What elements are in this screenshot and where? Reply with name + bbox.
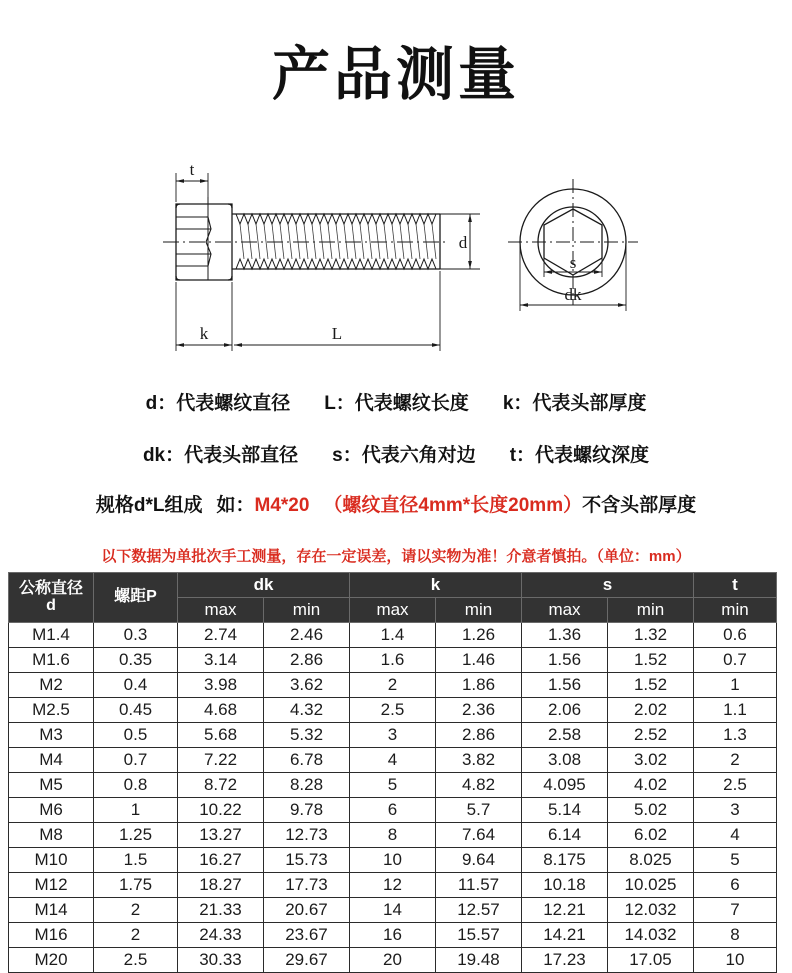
cell-pitch: 0.45 (94, 698, 178, 723)
cell-s-max: 12.21 (522, 898, 608, 923)
cell-dk-min: 12.73 (264, 823, 350, 848)
cell-s-max: 14.21 (522, 923, 608, 948)
header-group-dk: dk (178, 573, 350, 598)
table-row (9, 898, 777, 923)
cell-dk-max: 4.68 (178, 698, 264, 723)
dim-label-t: t (189, 160, 195, 179)
cell-t-min: 7 (694, 898, 777, 923)
cell-dk-min: 29.67 (264, 948, 350, 973)
cell-pitch: 1.5 (94, 848, 178, 873)
spec-format-line (0, 490, 792, 517)
cell-k-max: 14 (350, 898, 436, 923)
table-row (9, 873, 777, 898)
cell-t-min: 8 (694, 923, 777, 948)
cell-pitch: 0.5 (94, 723, 178, 748)
cell-pitch: 0.8 (94, 773, 178, 798)
cell-dk-max: 13.27 (178, 823, 264, 848)
cell-s-min: 4.02 (608, 773, 694, 798)
cell-k-max: 2.5 (350, 698, 436, 723)
cell-dk-max: 18.27 (178, 873, 264, 898)
cell-s-min: 1.52 (608, 648, 694, 673)
cell-s-max: 6.14 (522, 823, 608, 848)
cell-s-min: 8.025 (608, 848, 694, 873)
cell-t-min: 5 (694, 848, 777, 873)
cell-k-min: 1.26 (436, 623, 522, 648)
cell-t-min: 1.1 (694, 698, 777, 723)
header-nominal-diameter-label: 公称直径 (18, 579, 83, 597)
dim-k-L (176, 271, 440, 351)
cell-pitch: 0.3 (94, 623, 178, 648)
table-row (9, 773, 777, 798)
cell-s-max: 3.08 (522, 748, 608, 773)
table-row (9, 723, 777, 748)
cell-s-max: 4.095 (522, 773, 608, 798)
cell-dk-max: 16.27 (178, 848, 264, 873)
cell-k-max: 1.6 (350, 648, 436, 673)
cell-t-min: 3 (694, 798, 777, 823)
table-body (9, 623, 777, 973)
cell-nominal-diameter: M16 (9, 923, 94, 948)
header-k-max: max (350, 598, 436, 623)
spec-example-code: M4*20 (254, 495, 310, 516)
dim-label-k: k (199, 324, 209, 343)
dim-label-d: d (458, 233, 468, 252)
header-s-max: max (522, 598, 608, 623)
cell-pitch: 2 (94, 898, 178, 923)
cell-k-max: 8 (350, 823, 436, 848)
legend-item-d: d：代表螺纹直径 (145, 393, 291, 414)
cell-dk-min: 2.86 (264, 648, 350, 673)
cell-dk-min: 6.78 (264, 748, 350, 773)
cell-t-min: 0.6 (694, 623, 777, 648)
cell-k-max: 20 (350, 948, 436, 973)
cell-nominal-diameter: M4 (9, 748, 94, 773)
cell-t-min: 2.5 (694, 773, 777, 798)
cell-dk-max: 7.22 (178, 748, 264, 773)
cell-t-min: 1.3 (694, 723, 777, 748)
cell-s-min: 14.032 (608, 923, 694, 948)
header-dk-min: min (264, 598, 350, 623)
cell-s-max: 2.58 (522, 723, 608, 748)
table-row (9, 948, 777, 973)
cell-nominal-diameter: M5 (9, 773, 94, 798)
cell-dk-max: 3.98 (178, 673, 264, 698)
cell-dk-min: 8.28 (264, 773, 350, 798)
table-row (9, 923, 777, 948)
cell-t-min: 2 (694, 748, 777, 773)
spec-suffix: 不含头部厚度 (582, 495, 697, 516)
cell-k-min: 15.57 (436, 923, 522, 948)
cell-k-min: 12.57 (436, 898, 522, 923)
cell-dk-max: 3.14 (178, 648, 264, 673)
product-measurement-diagram (0, 155, 792, 370)
cell-t-min: 1 (694, 673, 777, 698)
table-row (9, 798, 777, 823)
cell-pitch: 0.35 (94, 648, 178, 673)
cell-pitch: 2 (94, 923, 178, 948)
cell-t-min: 0.7 (694, 648, 777, 673)
cell-nominal-diameter: M20 (9, 948, 94, 973)
cell-k-min: 5.7 (436, 798, 522, 823)
header-k-min: min (436, 598, 522, 623)
cell-s-min: 2.52 (608, 723, 694, 748)
cell-dk-max: 10.22 (178, 798, 264, 823)
cell-k-min: 1.46 (436, 648, 522, 673)
cell-k-min: 1.86 (436, 673, 522, 698)
cell-dk-max: 2.74 (178, 623, 264, 648)
header-group-k: k (350, 573, 522, 598)
cell-nominal-diameter: M8 (9, 823, 94, 848)
legend-item-k: k：代表头部厚度 (502, 393, 647, 414)
cell-dk-max: 8.72 (178, 773, 264, 798)
cell-k-min: 7.64 (436, 823, 522, 848)
cell-pitch: 1.75 (94, 873, 178, 898)
table-header-row-groups (9, 573, 777, 598)
cell-dk-min: 3.62 (264, 673, 350, 698)
cell-k-max: 16 (350, 923, 436, 948)
cell-s-min: 17.05 (608, 948, 694, 973)
cell-nominal-diameter: M2.5 (9, 698, 94, 723)
cell-s-min: 2.02 (608, 698, 694, 723)
cell-s-max: 10.18 (522, 873, 608, 898)
cell-dk-max: 5.68 (178, 723, 264, 748)
cell-dk-max: 24.33 (178, 923, 264, 948)
cell-pitch: 0.7 (94, 748, 178, 773)
cell-s-max: 8.175 (522, 848, 608, 873)
page-title: 产品测量 (271, 42, 520, 107)
table-row (9, 673, 777, 698)
diagram-svg (0, 155, 792, 370)
cell-s-max: 17.23 (522, 948, 608, 973)
cell-k-min: 3.82 (436, 748, 522, 773)
legend-row-secondary (0, 440, 792, 467)
cell-t-min: 6 (694, 873, 777, 898)
cell-k-max: 2 (350, 673, 436, 698)
cell-pitch: 2.5 (94, 948, 178, 973)
table-row (9, 648, 777, 673)
header-t-min: min (694, 598, 777, 623)
spec-prefix: 规格d*L组成 (95, 495, 203, 516)
header-nominal-diameter (9, 573, 94, 623)
table-row (9, 748, 777, 773)
cell-k-max: 6 (350, 798, 436, 823)
cell-s-min: 10.025 (608, 873, 694, 898)
cell-s-max: 1.36 (522, 623, 608, 648)
cell-k-min: 9.64 (436, 848, 522, 873)
dim-label-dk: dk (564, 285, 582, 304)
cell-s-min: 12.032 (608, 898, 694, 923)
cell-s-max: 1.56 (522, 673, 608, 698)
cell-nominal-diameter: M2 (9, 673, 94, 698)
cell-k-max: 10 (350, 848, 436, 873)
header-group-t: t (694, 573, 777, 598)
table-row (9, 823, 777, 848)
header-pitch: 螺距P (94, 573, 178, 623)
dim-label-L: L (331, 324, 343, 343)
cell-k-max: 4 (350, 748, 436, 773)
cell-k-min: 4.82 (436, 773, 522, 798)
cell-dk-max: 30.33 (178, 948, 264, 973)
cell-nominal-diameter: M6 (9, 798, 94, 823)
legend-item-dk: dk：代表头部直径 (142, 445, 299, 466)
cell-s-max: 1.56 (522, 648, 608, 673)
cell-nominal-diameter: M3 (9, 723, 94, 748)
legend-item-s: s：代表六角对边 (332, 445, 476, 466)
cell-nominal-diameter: M14 (9, 898, 94, 923)
cell-dk-min: 20.67 (264, 898, 350, 923)
cell-dk-max: 21.33 (178, 898, 264, 923)
header-group-s: s (522, 573, 694, 598)
cell-t-min: 4 (694, 823, 777, 848)
measurement-notice: 以下数据为单批次手工测量，存在一定误差，请以实物为准！介意者慎拍。（单位：mm） (101, 548, 691, 565)
table-header (9, 573, 777, 623)
cell-k-max: 3 (350, 723, 436, 748)
cell-s-max: 5.14 (522, 798, 608, 823)
header-nominal-diameter-symbol: d (46, 596, 56, 614)
cell-nominal-diameter: M1.6 (9, 648, 94, 673)
cell-k-min: 11.57 (436, 873, 522, 898)
cell-k-min: 19.48 (436, 948, 522, 973)
cell-k-max: 1.4 (350, 623, 436, 648)
cell-s-min: 5.02 (608, 798, 694, 823)
cell-dk-min: 2.46 (264, 623, 350, 648)
cell-dk-min: 9.78 (264, 798, 350, 823)
cell-s-min: 3.02 (608, 748, 694, 773)
cell-s-min: 1.32 (608, 623, 694, 648)
cell-s-min: 6.02 (608, 823, 694, 848)
cell-k-min: 2.86 (436, 723, 522, 748)
cell-pitch: 1 (94, 798, 178, 823)
cell-k-max: 5 (350, 773, 436, 798)
legend-row-primary (0, 388, 792, 415)
cell-pitch: 1.25 (94, 823, 178, 848)
cell-k-max: 12 (350, 873, 436, 898)
legend-item-L: L：代表螺纹长度 (324, 393, 469, 414)
spec-example-detail: （螺纹直径4mm*长度20mm） (323, 495, 583, 516)
dim-label-s: s (569, 253, 577, 272)
cell-k-min: 2.36 (436, 698, 522, 723)
table-row (9, 848, 777, 873)
cell-dk-min: 17.73 (264, 873, 350, 898)
header-s-min: min (608, 598, 694, 623)
cell-pitch: 0.4 (94, 673, 178, 698)
cell-s-min: 1.52 (608, 673, 694, 698)
screw-dimension-table (8, 572, 777, 973)
cell-dk-min: 15.73 (264, 848, 350, 873)
cell-dk-min: 23.67 (264, 923, 350, 948)
cell-nominal-diameter: M12 (9, 873, 94, 898)
cell-t-min: 10 (694, 948, 777, 973)
table-row (9, 623, 777, 648)
cell-nominal-diameter: M10 (9, 848, 94, 873)
cell-dk-min: 5.32 (264, 723, 350, 748)
legend-item-t: t：代表螺纹深度 (509, 445, 650, 466)
cell-s-max: 2.06 (522, 698, 608, 723)
header-dk-max: max (178, 598, 264, 623)
cell-nominal-diameter: M1.4 (9, 623, 94, 648)
cell-dk-min: 4.32 (264, 698, 350, 723)
spec-example-label: 如： (216, 495, 255, 516)
table-row (9, 698, 777, 723)
